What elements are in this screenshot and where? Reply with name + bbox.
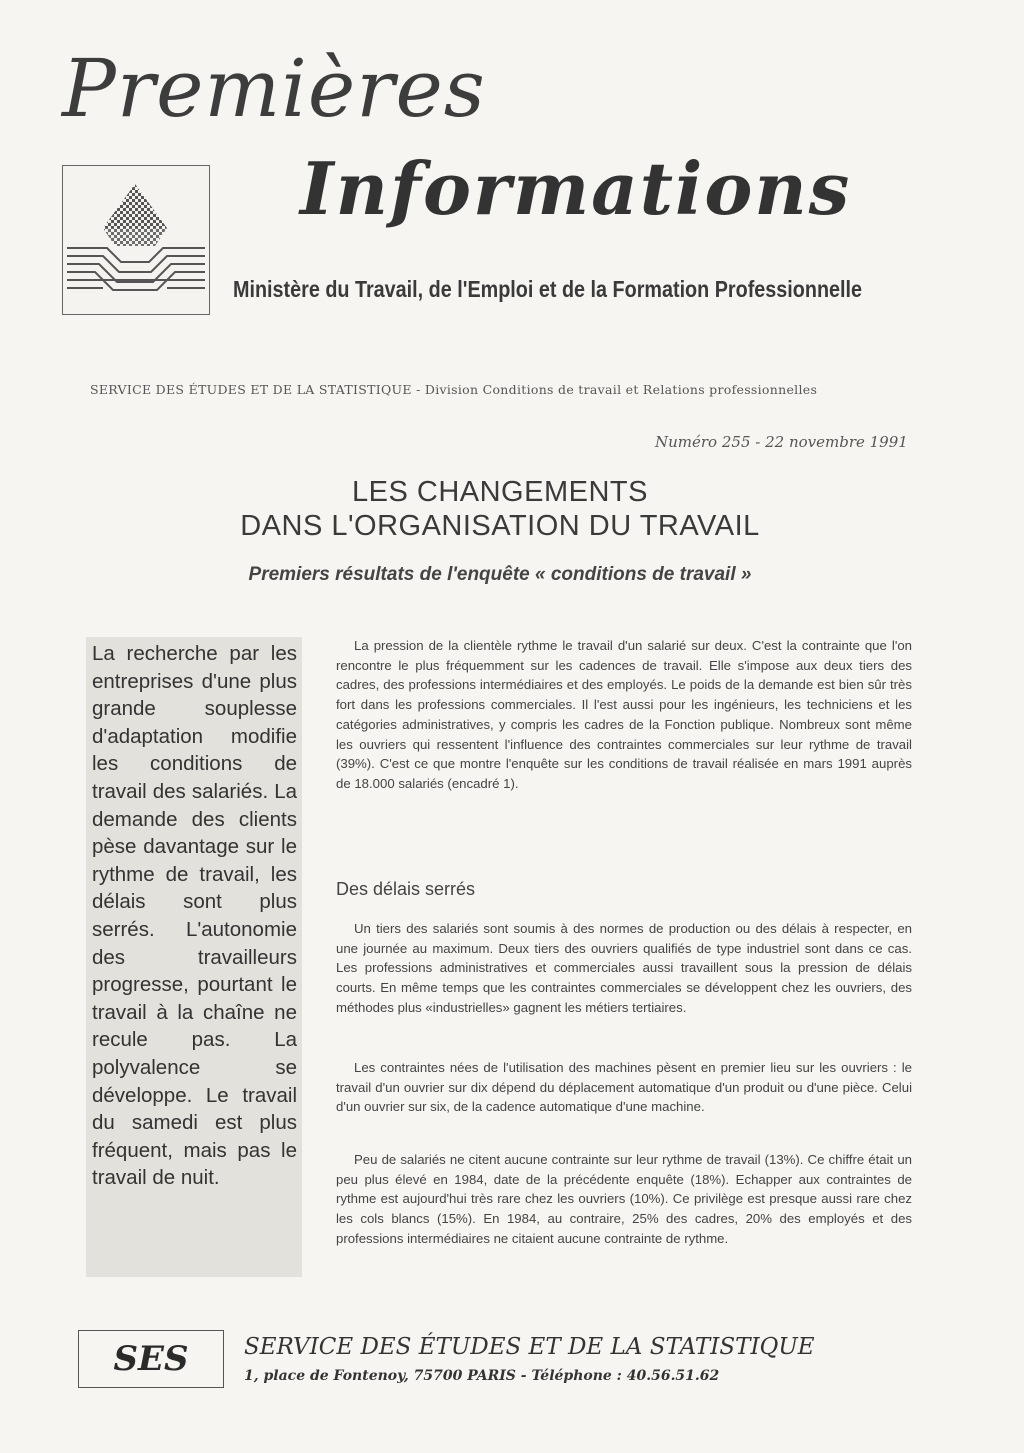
body-paragraph: [336, 1058, 912, 1117]
headline-subtitle: Premiers résultats de l'enquête « conditions de travail »: [248, 564, 752, 585]
issue-number-date: Numéro 255 - 22 novembre 1991: [655, 433, 908, 451]
body-paragraph: [336, 636, 912, 794]
footer-service-name: SERVICE DES ÉTUDES ET DE LA STATISTIQUE: [244, 1334, 815, 1360]
paragraph-text: Les contraintes nées de l'utilisation des machines pèsent en premier lieu sur les ouvriers : le travail d'un ouvrier sur dix dépend du déplacement automatique d'un produit ou d'une pièce. Celui d'un ouvrier sur six, de la cadence automatique d'une machine.: [336, 1060, 912, 1115]
paragraph-text: La pression de la clientèle rythme le travail d'un salarié sur deux. C'est la contrainte que l'on rencontre le plus fréquemment sur les cadences de travail. Elle s'impose aux deux tiers des cadres, des professions intermédiaires et des employés. Le poids de la demande est bien sûr très fort dans les professions commerciales. Il l'est aussi pour les ingénieurs, les techniciens et les catégories administratives, y compris les cadres de la Fonction publique. Nombreux sont même les ouvriers qui ressentent l'influence des contraintes commerciales sur leur rythme de travail (39%). C'est ce que montre l'enquête sur les conditions de travail réalisée en mars 1991 auprès de 18.000 salariés (encadré 1).: [336, 638, 912, 791]
pyramid-logo-icon: [63, 166, 209, 314]
summary-text: La recherche par les entreprises d'une plus grande souplesse d'adaptation modifie les conditions de travail des salariés. La demande des clients pèse davantage sur le rythme de travail, les délais sont plus serrés. L'autonomie des travailleurs progresse, pourtant le travail à la chaîne ne recule pas. La polyvalence se développe. Le travail du samedi est plus fréquent, mais pas le travail de nuit.: [92, 642, 297, 1190]
footer-address: 1, place de Fontenoy, 75700 PARIS - Téléphone : 40.56.51.62: [244, 1368, 720, 1384]
masthead-title-line1: Premières: [62, 42, 486, 135]
body-paragraph: [336, 919, 912, 1018]
paragraph-text: Peu de salariés ne citent aucune contrainte sur leur rythme de travail (13%). Ce chiffre était un peu plus élevé en 1984, date de la précédente enquête (18%). Echapper aux contraintes de rythme est aujourd'hui très rare chez les ouvriers (10%). Ce privilège est presque aussi rare chez les cols blancs (15%). En 1984, au contraire, 25% des cadres, 20% des employés et des professions intermédiaires ne citaient aucune contrainte de rythme.: [336, 1152, 912, 1246]
service-name: SERVICE DES ÉTUDES ET DE LA STATISTIQUE: [90, 382, 412, 397]
service-division-line: [90, 382, 817, 397]
section-heading: Des délais serrés: [336, 879, 476, 899]
headline-line2: DANS L'ORGANISATION DU TRAVAIL: [240, 510, 760, 542]
division-name: - Division Conditions de travail et Relations professionnelles: [411, 382, 818, 397]
ses-logo: SES: [78, 1330, 224, 1388]
ministry-name: Ministère du Travail, de l'Emploi et de la Formation Professionnelle: [233, 276, 863, 302]
ministry-logo: [62, 165, 210, 315]
masthead-title-line2: Informations: [300, 146, 852, 231]
paragraph-text: Un tiers des salariés sont soumis à des normes de production ou des délais à respecter, en une journée au maximum. Deux tiers des ouvriers qualifiés de type industriel sont dans ce cas. Les professions administratives et commerciales aussi travaillent sous la pression de délais courts. En même temps que les contraintes commerciales se développent chez les ouvriers, des méthodes plus «industrielles» gagnent les métiers tertiaires.: [336, 921, 912, 1015]
headline-line1: LES CHANGEMENTS: [352, 476, 648, 508]
body-paragraph: [336, 1150, 912, 1249]
